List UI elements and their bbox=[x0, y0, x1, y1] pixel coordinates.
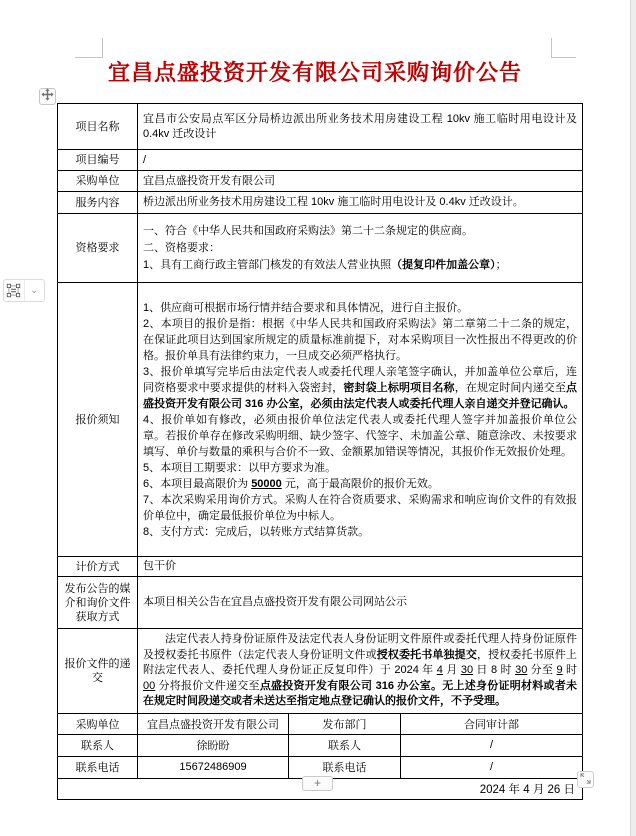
row-label-purchaser: 采购单位 bbox=[58, 171, 138, 192]
contact-label-issuing-dept: 发布部门 bbox=[289, 713, 401, 734]
table-move-handle[interactable] bbox=[39, 88, 56, 105]
contact-label-person-left: 联系人 bbox=[58, 734, 138, 756]
row-value-submission: 法定代表人持身份证原件及法定代表人身份证明文件原件或委托代理人持身份证原件及授权委托书原件（法定代表人身份证明文件或授权委托书单独提交，授权委托书原件上附法定代表人、委托代理人身份证正反复印件）于 2024 年 4 月 30 日 8 时 30 分至 9 时 00 分将报价文件递交至点盛投资开发有限公司 316 办公室。无上述身份证明材料或者未在规定时间段递交或者未送达至指定地点登记确认的报价文件，不予受理。 bbox=[138, 629, 583, 714]
row-label-announcement-media: 发布公告的媒介和询价文件获取方式 bbox=[58, 577, 138, 629]
row-label-quotation-notes: 报价须知 bbox=[58, 283, 138, 557]
contact-value-issuing-dept: 合同审计部 bbox=[401, 713, 583, 734]
row-value-qualification: 一、符合《中华人民共和国政府采购法》第二十二条规定的供应商。 二、资格要求： 1、具有工商行政主管部门核发的有效法人营业执照（提复印件加盖公章）； bbox=[138, 214, 583, 283]
add-row-button[interactable]: + bbox=[302, 776, 333, 791]
contact-label-phone-right: 联系电话 bbox=[289, 756, 401, 778]
chevron-down-icon[interactable]: ⌄ bbox=[24, 280, 45, 301]
row-value-project-name: 宜昌市公安局点军区分局桥边派出所业务技术用房建设工程 10kv 施工临时用电设计及 0.4kv 迁改设计 bbox=[138, 104, 583, 150]
margin-corner-mark-top-left bbox=[75, 38, 103, 58]
table-row bbox=[58, 577, 583, 629]
row-value-project-number: / bbox=[138, 150, 583, 171]
contact-label-phone-left: 联系电话 bbox=[58, 756, 138, 778]
table-row bbox=[58, 150, 583, 171]
margin-corner-mark-top-right bbox=[551, 38, 576, 58]
announcement-table bbox=[57, 103, 583, 800]
row-value-service-content: 桥边派出所业务技术用房建设工程 10kv 施工临时用电设计及 0.4kv 迁改设计。 bbox=[138, 192, 583, 214]
contact-value-person-left: 徐盼盼 bbox=[138, 734, 289, 756]
table-row bbox=[58, 214, 583, 283]
contact-value-person-right: / bbox=[401, 734, 583, 756]
table-row bbox=[58, 557, 583, 577]
row-label-qualification: 资格要求 bbox=[58, 214, 138, 283]
table-row bbox=[58, 171, 583, 192]
document-title: 宜昌点盛投资开发有限公司采购询价公告 bbox=[107, 60, 522, 85]
table-row bbox=[58, 629, 583, 714]
paragraph-layout-icon[interactable] bbox=[4, 280, 24, 301]
table-row bbox=[58, 192, 583, 214]
row-label-project-name: 项目名称 bbox=[58, 104, 138, 150]
row-label-pricing-method: 计价方式 bbox=[58, 557, 138, 577]
move-cross-icon bbox=[41, 88, 54, 106]
contact-label-purchaser: 采购单位 bbox=[58, 713, 138, 734]
row-value-announcement-media: 本项目相关公告在宜昌点盛投资开发有限公司网站公示 bbox=[138, 577, 583, 629]
row-label-service-content: 服务内容 bbox=[58, 192, 138, 214]
contact-label-person-right: 联系人 bbox=[289, 734, 401, 756]
row-value-purchaser: 宜昌点盛投资开发有限公司 bbox=[138, 171, 583, 192]
table-row bbox=[58, 283, 583, 557]
table-resize-handle[interactable] bbox=[577, 771, 594, 788]
contact-row bbox=[58, 713, 583, 734]
row-value-quotation-notes: 1、供应商可根据市场行情并结合要求和具体情况，进行自主报价。 2、本项目的报价是指：根据《中华人民共和国政府采购法》第二章第二十二条的规定，在保证此项目达到国家所规定的质量标准前提下，对本采购项目一次性报出不得更改的价格。报价单具有法律约束力，一旦成交必须严格执行。 3、报价单填写完毕后由法定代表人或委托代理人亲笔签字确认，并加盖单位公章后，连同资格要求中要求提供的材料入袋密封，密封袋上标明项目名称，在规定时间内递交至点盛投资开发有限公司 316 办公室，必须由法定代表人或委托代理人亲自递交并登记确认。 4、报价单如有修改，必须由报价单位法定代表人或委托代理人签字并加盖报价单位公章。若报价单存在修改采购明细、缺少签字、代签字、未加盖公章、随意涂改、未按要求填写、单价与数量的乘积与合价不一致、金额累加错误等情况，其报价作无效报价处理。 5、本项目工期要求：以甲方要求为准。 6、本项目最高限价为 50000 元，高于最高限价的报价无效。 7、本次采购采用询价方式。采购人在符合资质要求、采购需求和响应询价文件的有效报价单位中，确定最低报价单位为中标人。 8、支付方式：完成后，以转账方式结算货款。 bbox=[138, 283, 583, 557]
contact-value-phone-right: / bbox=[401, 756, 583, 778]
contact-value-phone-left: 15672486909 bbox=[138, 756, 289, 778]
paragraph-layout-widget[interactable] bbox=[3, 279, 45, 302]
page-edge-strip bbox=[630, 0, 636, 836]
row-label-submission: 报价文件的递交 bbox=[58, 629, 138, 714]
row-label-project-number: 项目编号 bbox=[58, 150, 138, 171]
contact-row bbox=[58, 734, 583, 756]
row-value-pricing-method: 包干价 bbox=[138, 557, 583, 577]
diagonal-resize-icon bbox=[580, 771, 591, 789]
table-row bbox=[58, 104, 583, 150]
contact-value-purchaser: 宜昌点盛投资开发有限公司 bbox=[138, 713, 289, 734]
contact-row bbox=[58, 756, 583, 778]
announcement-date: 2024 年 4 月 26 日 bbox=[58, 778, 583, 799]
